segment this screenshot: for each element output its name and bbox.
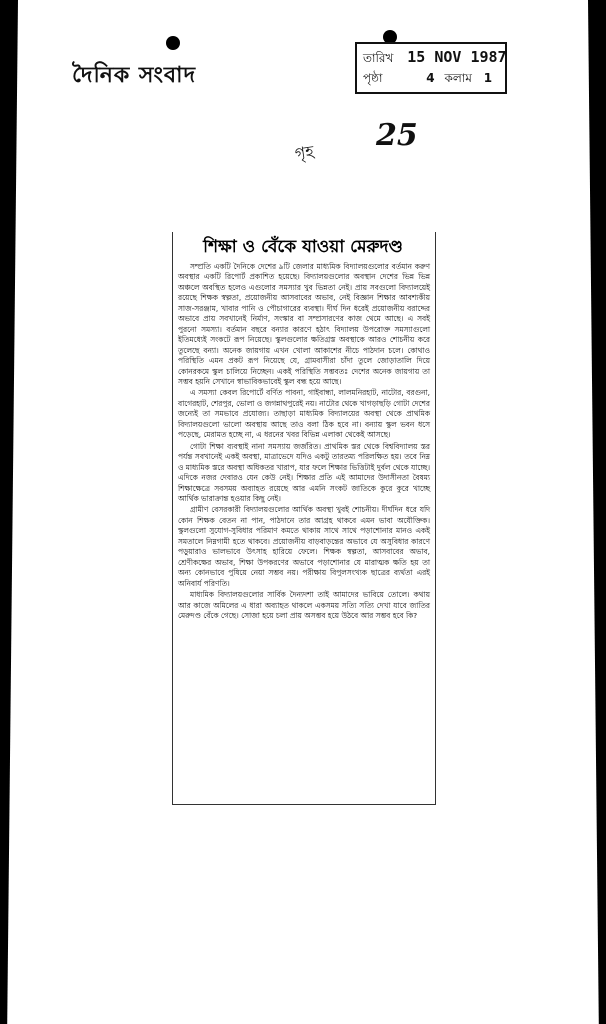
handwritten-number: 25 [376,118,418,153]
stamp-column-label: কলাম [444,71,472,85]
handwritten-mark: গৃহ [293,141,315,164]
article-paragraph: এ সমস্যা কেবল রিপোর্টে বর্ণিত পাবনা, গাইবান্ধা, লালমনিরহাট, নাটোর, বরগুনা, বাগেরহাট, শেরপুর, ভোলা ও জগন্নাথপুরেই নয়। নাটোর থেকে খাগড়াছড়ি গোটা দেশের জন্যেই তা সমভাবে প্রযোজ্য। তাছাড়া মাধ্যমিক বিদ্যালয়ের অবস্থা থেকে প্রাথমিক বিদ্যালয়গুলো ভালো অবস্থায় আছে তাও বলা ঠিক হবে না। বন্যায় স্কুল ভবন ধসে পড়েছে, মেরামত হচ্ছে না, এ ধরনের খবর বিভিন্ন এলাকা থেকেই আসছে। [178,388,430,440]
article-paragraph: গোটা শিক্ষা ব্যবস্থাই নানা সমস্যায় জর্জরিত। প্রাথমিক স্তর থেকে বিশ্ববিদ্যালয় স্তর পর্যন্ত সবখানেই একই অবস্থা, মাত্রাভেদে যদিও একটু তারতম্য পরিলক্ষিত হয়। তবে নিম্ন ও মাধ্যমিক স্তরে অবস্থা অধিকতর খারাপ, যার ফলে শিক্ষার ভিত্তিটাই দুর্বল থেকে যাচ্ছে। এদিকে নজর দেবারও যেন কেউ নেই। শিক্ষার প্রতি এই আমাদের উদাসীনতা বৈষম্য শিক্ষাক্ষেত্রে সবসময় অব্যাহত রয়েছে আর এমনি সংকট জাতিকে কুরে কুরে খাচ্ছে আর্থিক ভারাক্রান্ত হওয়ার কিছু নেই। [178,441,430,503]
article-paragraph: মাধ্যমিক বিদ্যালয়গুলোর সার্বিক দৈন্যদশা তাই আমাদের ভাবিয়ে তোলে। কথায় আর কাজে অমিলের এ ধারা অব্যাহত থাকলে একসময় সত্যি সত্যি দেখা যাবে জাতির মেরুদণ্ড বেঁকে গেছে। সোজা হয়ে চলা প্রায় অসম্ভব হয়ে উঠবে আর সম্ভব হবে কি? [178,590,430,620]
article-body [178,262,430,621]
article-paragraph: সম্প্রতি একটি দৈনিকে দেশের ৯টি জেলার মাধ্যমিক বিদ্যালয়গুলোর বর্তমান করুণ অবস্থার একটি রিপোর্ট প্রকাশিত হয়েছে। বিদ্যালয়গুলোর অবস্থান দেশের ভিন্ন ভিন্ন অঞ্চলে অবস্থিত হলেও এগুলোর সমস্যার খুব ভিন্নতা নেই। প্রায় সবগুলো বিদ্যালয়েই রয়েছে শিক্ষক স্বল্পতা, প্রয়োজনীয় আসবাবের অভাব, নেই বিজ্ঞান শিক্ষার আবশ্যকীয় সাজ-সরঞ্জাম, খাবার পানি ও পৌচাগারের ব্যবস্থা। দীর্ঘ দিন ধরেই প্রয়োজনীয় বরাদ্দের অভাবে প্রায় সবখানেই নির্মাণ, সংস্কার বা সম্প্রসারণের কাজ থেমে আছে। এ সবই পুরনো সমস্যা। বর্তমান বছরে বন্যার কারণে হঠাৎ বিদ্যালয় উপরোক্ত সমস্যাগুলো ইতিমধ্যেই সংকটে রূপ নিয়েছে। স্কুলগুলোর ক্ষতিগ্রস্ত অবস্থাকে আরও শোচনীয় করে তুলেছে বন্যা। অনেক জায়গায় এখন খোলা আকাশের নীচে পাঠদান চলে। কোথাও পরিস্থিতি এমন প্রকট রূপ নিয়েছে যে, গ্রামবাসীরা চাঁদা তুলে জোড়াতালি দিয়ে কোনরকমে স্কুল চালিয়ে নিচ্ছেন। একই পরিস্থিতি সম্ভবতঃ দেশের অনেক জায়গায় তা সম্ভব হয়নি সেখানে স্বাভাবিকভাবেই স্কুল বন্ধ হয়ে আছে। [178,262,430,386]
stamp-column-value: 1 [483,71,493,85]
stamp-date-label: তারিখ [363,51,394,65]
article-headline: শিক্ষা ও বেঁকে যাওয়া মেরুদণ্ড [203,237,403,257]
stamp-page-value: 4 [426,71,435,85]
article-paragraph: গ্রামীণ বেসরকারী বিদ্যালয়গুলোর আর্থিক অবস্থা খুবই শোচনীয়। দীর্ঘদিন ধরে যদি কোন শিক্ষক বেতন না পান, পাঠদানে তার আগ্রহ থাকবে এমন ভাবা অযৌক্তিক। স্কুলগুলো সুযোগ-সুবিধার পরিমাণ কমতে থাকায় সাথে সাথে পড়াশোনার মানও একই সমতালে নিম্নগামী হতে থাকবে। প্রয়োজনীয় বাড়বাড়ন্তের অভাবে যে অসুবিধার কারণে পড়ুয়ারাও ভালভাবে উৎসাহ হারিয়ে ফেলে। শিক্ষক স্বল্পতা, আসবাবের অভাব, শ্রেণীকক্ষের অভাব, শিক্ষা উপকরণের অভাবে পড়াশোনার যে মারাত্মক ক্ষতি হয় তা অন্য কোনভাবে পুষিয়ে নেয়া সম্ভব নয়। পরীক্ষায় বিপুলসংখ্যক ছাত্রের ব্যর্থতা এরই অনিবার্য পরিণতি। [178,505,430,588]
newspaper-clipping [172,232,436,805]
stamp-date-value: 15 NOV 1987 [407,48,507,66]
punch-hole-left [166,36,180,50]
stamp-page-label: পৃষ্ঠা [363,71,383,85]
date-stamp [355,42,507,94]
newspaper-name: দৈনিক সংবাদ [72,62,197,88]
